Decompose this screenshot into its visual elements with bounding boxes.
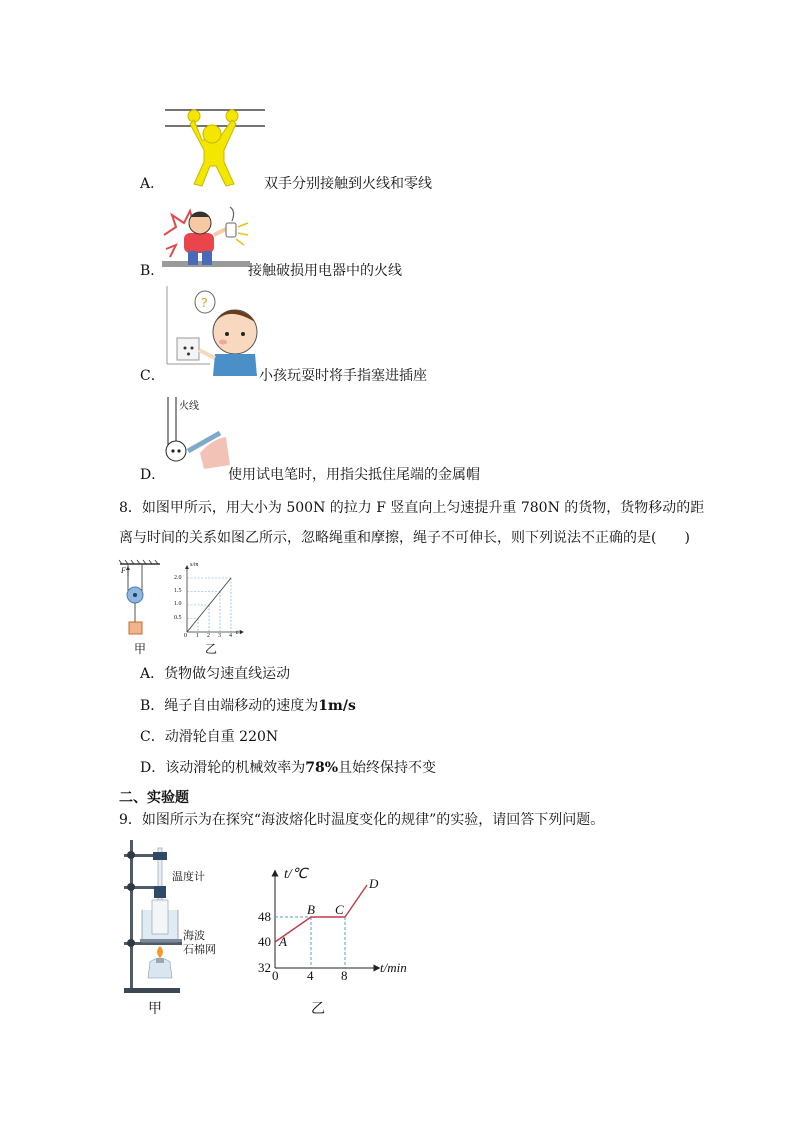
temp-ylabel: t/℃ <box>284 867 308 882</box>
point-a-label: A <box>279 934 287 949</box>
illustration-double-wire-shock <box>160 100 270 190</box>
option-c-letter: C． <box>140 368 165 384</box>
q8-option-a <box>140 665 290 683</box>
option-d-letter: D． <box>140 467 166 483</box>
thermometer-label: 温度计 <box>172 871 205 883</box>
temp-xtick-4: 4 <box>307 968 314 983</box>
point-d-label: D <box>369 876 379 891</box>
option-d-text: 使用试电笔时，用指尖抵住尾端的金属帽 <box>228 467 480 483</box>
q8-option-d-letter: D． <box>140 760 166 776</box>
point-c-label: C <box>335 902 344 917</box>
q9-stem: 9．如图所示为在探究“海波熔化时温度变化的规律”的实验，请回答下列问题。 <box>119 812 605 828</box>
q8-fig-yi-label: 乙 <box>205 642 218 656</box>
illustration-faulty-appliance-shock <box>162 205 252 275</box>
st-ytick-0-5: 0.5 <box>174 615 182 621</box>
q8-option-d-text: 该动滑轮的机械效率为 <box>165 760 306 776</box>
temp-ytick-32: 32 <box>258 960 271 975</box>
q8-option-d-tail: 且始终保持不变 <box>338 760 437 776</box>
st-xtick-0: 0 <box>184 633 187 639</box>
st-ytick-1-5: 1.5 <box>174 588 182 594</box>
st-ylabel: s/m <box>190 562 199 568</box>
q9-fig-jia-label: 甲 <box>148 1001 162 1017</box>
q8-stem-line2: 离与时间的关系如图乙所示，忽略绳重和摩擦，绳子不可伸长，则下列说法不正确的是( ) <box>119 530 690 546</box>
st-xlabel: t/s <box>236 630 242 636</box>
temp-ytick-48: 48 <box>258 909 271 924</box>
q8-option-b-bold: 1m/s <box>318 698 356 714</box>
st-xtick-4: 4 <box>229 633 232 639</box>
option-c-text: 小孩玩耍时将手指塞进插座 <box>259 368 427 384</box>
st-ytick-1: 1.0 <box>174 601 182 607</box>
temp-ytick-40: 40 <box>258 934 271 949</box>
q8-stem-line1: 8．如图甲所示，用大小为 500N 的拉力 F 竖直向上匀速提升重 780N 的货物，货物移动的距 <box>119 500 705 516</box>
force-label: F <box>121 566 126 575</box>
svg-text:?: ? <box>201 296 208 310</box>
q8-option-b-letter: B． <box>140 698 165 714</box>
temp-xtick-0: 0 <box>272 968 279 983</box>
gauze-label: 石棉网 <box>183 944 216 956</box>
wire-label: 火线 <box>179 401 199 412</box>
q8-option-c-letter: C． <box>140 729 165 745</box>
q9-fig-yi-label: 乙 <box>311 1001 325 1017</box>
point-b-label: B <box>307 902 315 917</box>
q8-fig-jia-label: 甲 <box>134 642 147 656</box>
st-xtick-2: 2 <box>207 633 210 639</box>
option-a-text: 双手分别接触到火线和零线 <box>264 176 432 192</box>
q8-option-d <box>140 759 436 777</box>
q8-option-c-text: 动滑轮自重 220N <box>164 729 279 745</box>
haibo-label: 海波 <box>183 930 205 942</box>
option-a-letter: A． <box>140 176 165 192</box>
temp-xlabel: t/min <box>380 960 407 975</box>
section-title: 二、实验题 <box>119 790 189 806</box>
q8-option-a-letter: A． <box>140 666 165 682</box>
q8-option-b <box>140 697 356 715</box>
illustration-child-socket <box>165 286 260 381</box>
option-b-letter: B． <box>140 263 165 279</box>
st-xtick-3: 3 <box>218 633 221 639</box>
option-b-text: 接触破损用电器中的火线 <box>248 263 402 279</box>
q8-option-b-text: 绳子自由端移动的速度为 <box>164 698 319 714</box>
temp-xtick-8: 8 <box>341 968 348 983</box>
melting-apparatus <box>120 838 190 998</box>
q8-option-d-bold: 78% <box>305 760 339 776</box>
q8-option-a-text: 货物做匀速直线运动 <box>164 666 291 682</box>
st-xtick-1: 1 <box>196 633 199 639</box>
q8-option-c <box>140 728 278 746</box>
st-ytick-2: 2.0 <box>174 575 182 581</box>
